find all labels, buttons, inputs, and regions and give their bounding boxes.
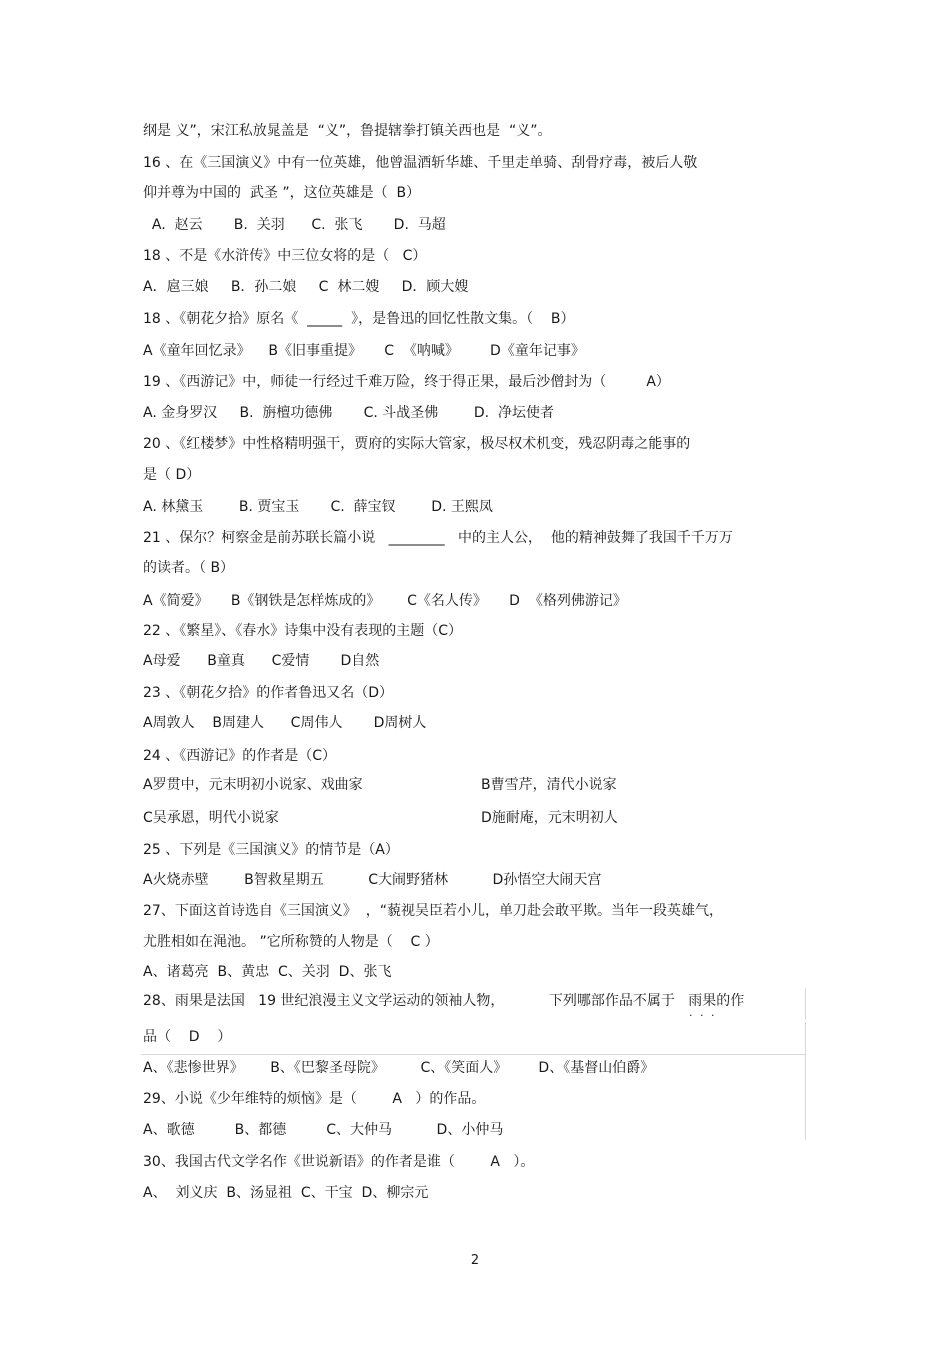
text-line: A母爱 B童真 C爱情 D自然 bbox=[143, 653, 380, 669]
text-line: 18 、不是《水浒传》中三位女将的是（ C） bbox=[143, 248, 427, 264]
text-line: 16 、在《三国演义》中有一位英雄，他曾温酒斩华雄、千里走单骑、刮骨疗毒，被后人敬 bbox=[143, 155, 698, 171]
text-line: 28、雨果是法国 19 世纪浪漫主义文学运动的领袖人物， 下列哪部作品不属于 雨果的作 bbox=[143, 993, 745, 1009]
text-line: 仰并尊为中国的 武圣 ”，这位英雄是（ B） bbox=[143, 185, 421, 201]
text-line: 20 、《红楼梦》中性格精明强干，贾府的实际大管家，极尽权术机变，残忍阴毒之能事的 bbox=[143, 436, 691, 452]
text-line: A《简爱》 B《钢铁是怎样炼成的》 C《名人传》 D 《格列佛游记》 bbox=[143, 593, 627, 609]
text-line: A罗贯中，元末明初小说家、戏曲家 bbox=[143, 777, 363, 793]
text-line: 是（ D） bbox=[143, 467, 201, 483]
frame-line bbox=[141, 1054, 805, 1055]
text-line: 29、小说《少年维特的烦恼》是（ A ）的作品。 bbox=[143, 1091, 486, 1107]
text-line: 的读者。（ B） bbox=[143, 560, 235, 576]
text-line: 23 、《朝花夕拾》的作者鲁迅又名（D） bbox=[143, 685, 394, 701]
text-line: 22 、《繁星》、《春水》诗集中没有表现的主题（C） bbox=[143, 623, 463, 639]
text-line: B曹雪芹，清代小说家 bbox=[481, 777, 617, 793]
text-line: A．扈三娘 B．孙二娘 C 林二嫂 D．顾大嫂 bbox=[143, 279, 469, 295]
text-line: A、 刘义庆 B、汤显祖 C、干宝 D、柳宗元 bbox=[143, 1185, 429, 1201]
text-line: A. 林黛玉 B. 贾宝玉 C. 薛宝钗 D. 王熙凤 bbox=[143, 499, 493, 515]
text-line: 18 、《朝花夕拾》原名《 _____ 》，是鲁迅的回忆性散文集。（ B） bbox=[143, 311, 575, 327]
text-line: A、诸葛亮 B、黄忠 C、关羽 D、张飞 bbox=[143, 964, 392, 980]
text-line: A《童年回忆录》 B《旧事重提》 C 《呐喊》 D《童年记事》 bbox=[143, 343, 585, 359]
text-line: A、歌德 B、都德 C、大仲马 D、小仲马 bbox=[143, 1122, 504, 1138]
page-number: 2 bbox=[470, 1253, 480, 1268]
text-line: 品（ D ） bbox=[143, 1029, 232, 1045]
text-line: 19 、《西游记》中，师徒一行经过千难万险，终于得正果，最后沙僧封为（ A） bbox=[143, 374, 670, 390]
text-line: 纲是 义”，宋江私放晁盖是 “义”，鲁提辖拳打镇关西也是 “义”。 bbox=[143, 123, 552, 139]
text-line: 30、我国古代文学名作《世说新语》的作者是谁（ A ）。 bbox=[143, 1154, 535, 1170]
text-line: 24 、《西游记》的作者是（C） bbox=[143, 748, 337, 764]
text-line: A、《悲惨世界》 B、《巴黎圣母院》 C、《笑面人》 D、《基督山伯爵》 bbox=[143, 1060, 655, 1076]
text-line: A. 赵云 B. 关羽 C. 张飞 D. 马超 bbox=[143, 217, 446, 233]
text-line: A火烧赤壁 B智救星期五 C大闹野猪林 D孙悟空大闹天宫 bbox=[143, 872, 602, 888]
text-line: A. 金身罗汉 B. 旃檀功德佛 C. 斗战圣佛 D. 净坛使者 bbox=[143, 405, 554, 421]
text-line: 25 、下列是《三国演义》的情节是（A） bbox=[143, 842, 399, 858]
text-line: C吴承恩，明代小说家 bbox=[143, 810, 279, 826]
text-line: A周敦人 B周建人 C周伟人 D周树人 bbox=[143, 715, 427, 731]
text-line: 27、下面这首诗选自《三国演义》 ，“藐视吴臣若小儿，单刀赴会敢平欺。当年一段英雄气， bbox=[143, 903, 723, 919]
emphasis-dots: · · · bbox=[689, 1009, 717, 1022]
frame-line bbox=[805, 988, 806, 1020]
text-line: 21 、保尔？柯察金是前苏联长篇小说 ________ 中的主人公， 他的精神鼓舞了我国千千万万 bbox=[143, 530, 733, 546]
text-line: D施耐庵，元末明初人 bbox=[481, 810, 618, 826]
text-line: 尤胜相如在渑池。 ”它所称赞的人物是（ C ） bbox=[143, 934, 439, 950]
frame-line bbox=[805, 1022, 806, 1140]
